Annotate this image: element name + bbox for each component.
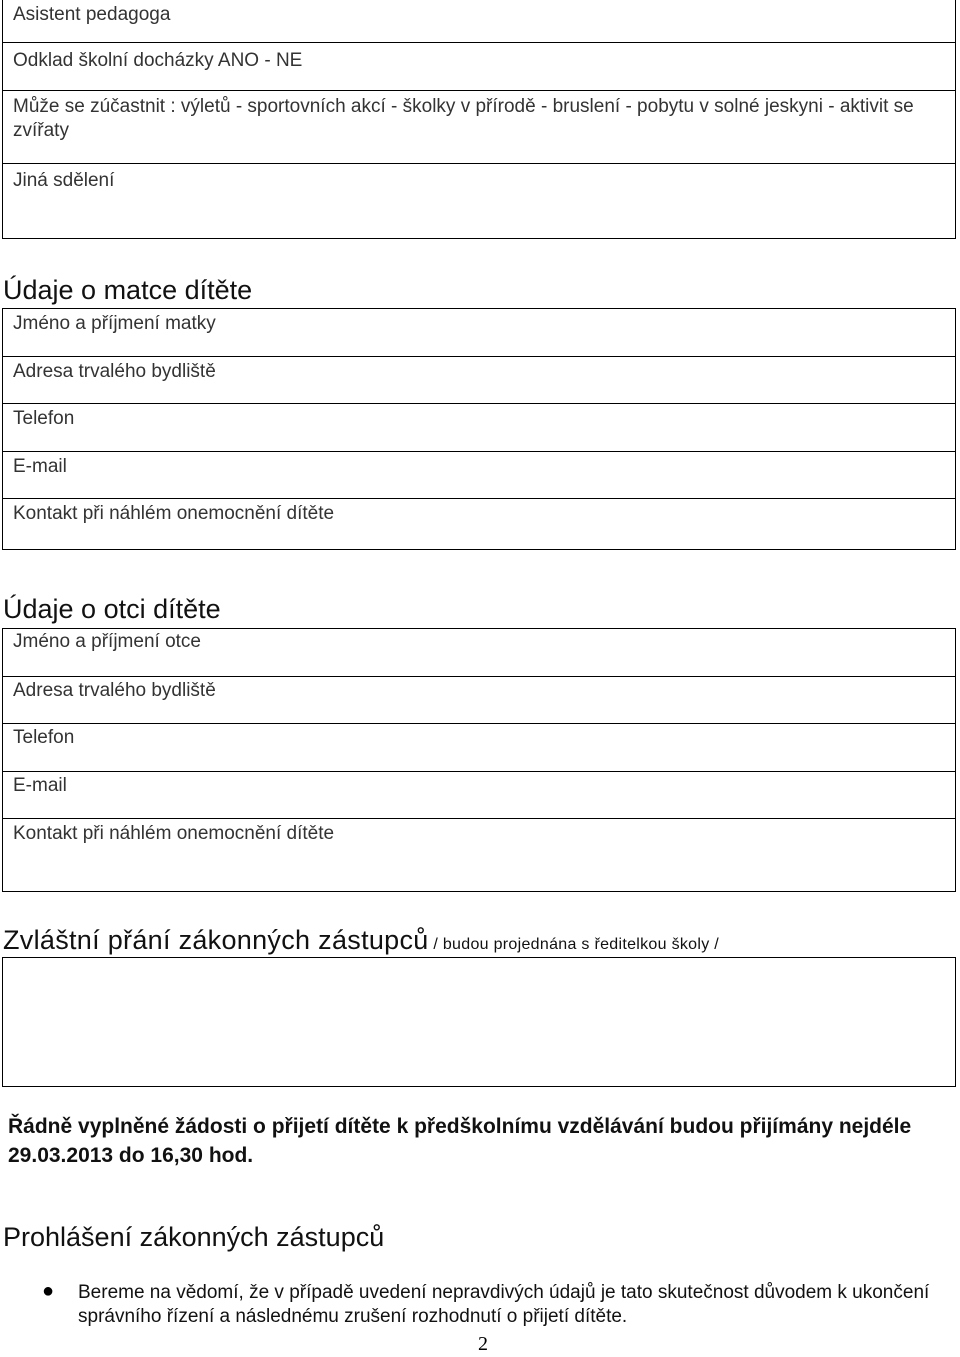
row-mother-phone[interactable] bbox=[3, 404, 955, 452]
wishes-field[interactable] bbox=[2, 957, 956, 1087]
row-other-info[interactable] bbox=[3, 164, 955, 238]
label-father-name: Jméno a příjmení otce bbox=[13, 631, 201, 652]
row-assistant[interactable] bbox=[3, 0, 955, 43]
declaration-bullet-text: Bereme na vědomí, že v případě uvedení nepravdivých údajů je tato skutečnost důvodem k ukončení správního řízení a následnému zrušení rozhodnutí o přijetí dítěte. bbox=[78, 1282, 930, 1327]
label-mother-name: Jméno a příjmení matky bbox=[13, 313, 216, 334]
row-father-phone[interactable] bbox=[3, 724, 955, 772]
label-mother-address: Adresa trvalého bydliště bbox=[13, 361, 216, 382]
deadline-note: Řádně vyplněné žádosti o přijetí dítěte k předškolnímu vzdělávání budou přijímány nejdéle 29.03.2013 do 16,30 hod. bbox=[8, 1115, 912, 1167]
mother-heading: Údaje o matce dítěte bbox=[3, 275, 253, 305]
label-school-deferral: Odklad školní docházky ANO - NE bbox=[13, 50, 303, 71]
label-father-emergency: Kontakt při náhlém onemocnění dítěte bbox=[13, 823, 335, 844]
top-form-box bbox=[2, 0, 956, 239]
label-other-info: Jiná sdělení bbox=[13, 170, 115, 191]
wishes-heading-line bbox=[3, 925, 719, 956]
row-activities[interactable] bbox=[3, 91, 955, 164]
declaration-heading: Prohlášení zákonných zástupců bbox=[3, 1222, 385, 1252]
label-father-email: E-mail bbox=[13, 775, 67, 796]
wishes-note: / budou projednána s ředitelkou školy / bbox=[428, 936, 720, 953]
label-father-address: Adresa trvalého bydliště bbox=[13, 680, 216, 701]
row-father-emergency[interactable] bbox=[3, 819, 955, 891]
row-mother-email[interactable] bbox=[3, 452, 955, 499]
row-mother-emergency[interactable] bbox=[3, 499, 955, 549]
page-number: 2 bbox=[478, 1333, 488, 1355]
father-heading: Údaje o otci dítěte bbox=[3, 594, 221, 624]
label-mother-emergency: Kontakt při náhlém onemocnění dítěte bbox=[13, 503, 335, 524]
label-mother-phone: Telefon bbox=[13, 408, 75, 429]
label-father-phone: Telefon bbox=[13, 727, 75, 748]
row-school-deferral[interactable] bbox=[3, 43, 955, 91]
wishes-heading: Zvláštní přání zákonných zástupců bbox=[3, 925, 429, 955]
mother-form-box bbox=[2, 308, 956, 550]
label-mother-email: E-mail bbox=[13, 456, 67, 477]
label-assistant: Asistent pedagoga bbox=[13, 4, 171, 25]
bullet-dot-icon: ● bbox=[42, 1280, 55, 1302]
label-activities: Může se zúčastnit : výletů - sportovních akcí - školky v přírodě - bruslení - pobytu v solné jeskyni - aktivit se zvířaty bbox=[13, 96, 914, 141]
row-father-address[interactable] bbox=[3, 677, 955, 724]
row-father-email[interactable] bbox=[3, 772, 955, 819]
father-form-box bbox=[2, 628, 956, 892]
row-father-name[interactable] bbox=[3, 629, 955, 677]
row-mother-address[interactable] bbox=[3, 357, 955, 404]
row-mother-name[interactable] bbox=[3, 309, 955, 357]
